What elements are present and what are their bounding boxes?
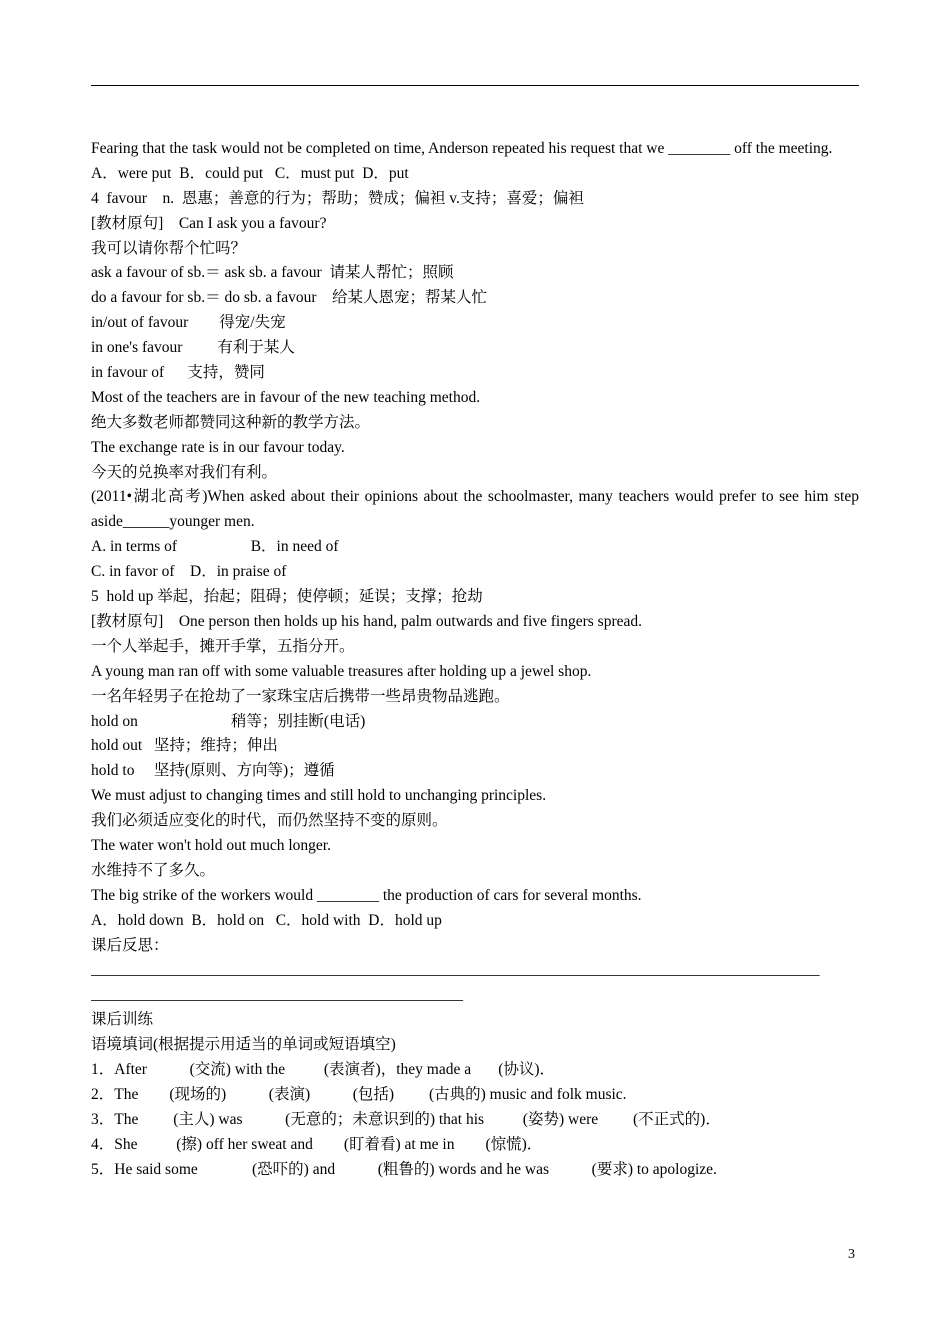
- textbook-sentence: [教材原句] Can I ask you a favour?: [91, 214, 327, 232]
- fill-blank-item: 5．He said some (恐吓的) and (粗鲁的) words and he was (要求) to apologize.: [91, 1160, 717, 1178]
- section-instructions: 语境填词(根据提示用适当的单词或短语填空): [91, 1036, 396, 1054]
- phrase-item: in/out of favour 得宠/失宠: [91, 314, 286, 332]
- translation: 今天的兑换率对我们有利。: [91, 463, 278, 481]
- section-heading: 课后训练: [91, 1011, 154, 1029]
- fill-blank-item: 3．The (主人) was (无意的；未意识到的) that his (姿势) were (不正式的)．: [91, 1110, 721, 1128]
- reflection-heading: 课后反思：: [91, 936, 169, 954]
- reflection-blank-line: ________________________________________________: [91, 986, 463, 1004]
- translation: 水维持不了多久。: [91, 861, 216, 879]
- translation: 一名年轻男子在抢劫了一家珠宝店后携带一些昂贵物品逃跑。: [91, 687, 510, 705]
- phrase-item: hold out 坚持；维持；伸出: [91, 737, 278, 755]
- phrase-item: hold to 坚持(原则、方向等)；遵循: [91, 762, 335, 780]
- page-number: 3: [848, 1247, 855, 1262]
- example-sentence: Most of the teachers are in favour of the new teaching method.: [91, 388, 481, 406]
- reflection-blank-line: ______________________________________________________________________________________________: [91, 961, 820, 979]
- answer-options: A．were put B．could put C．must put D．put: [91, 164, 409, 182]
- document-body: [91, 137, 859, 1182]
- exercise-question: The big strike of the workers would ________ the production of cars for several months.: [91, 886, 642, 904]
- fill-blank-item: 1．After (交流) with the (表演者)，they made a (协议)．: [91, 1061, 556, 1078]
- translation: 绝大多数老师都赞同这种新的教学方法。: [91, 413, 371, 431]
- phrase-item: do a favour for sb.＝ do sb. a favour 给某人恩宠；帮某人忙: [91, 289, 488, 307]
- textbook-sentence: [教材原句] One person then holds up his hand, palm outwards and five fingers spread.: [91, 612, 642, 630]
- answer-options: A．hold down B．hold on C．hold with D．hold up: [91, 911, 442, 929]
- phrase-item: in favour of 支持，赞同: [91, 364, 265, 382]
- translation: 一个人举起手，摊开手掌，五指分开。: [91, 637, 355, 655]
- example-sentence: A young man ran off with some valuable treasures after holding up a jewel shop.: [91, 662, 592, 680]
- example-sentence: The water won't hold out much longer.: [91, 836, 331, 854]
- example-sentence: The exchange rate is in our favour today.: [91, 438, 345, 456]
- answer-options: C. in favor of D．in praise of: [91, 563, 287, 581]
- fill-blank-item: 4．She (擦) off her sweat and (盯着看) at me in (惊慌)．: [91, 1135, 543, 1153]
- header-rule: [91, 85, 859, 86]
- exercise-question: Fearing that the task would not be completed on time, Anderson repeated his request that we ________ off the meeting.: [91, 140, 833, 157]
- phrase-item: hold on 稍等；别挂断(电话): [91, 712, 366, 730]
- exam-question: (2011•湖北高考)When asked about their opinions about the schoolmaster, many teachers would prefer to see him step aside______younger men.: [91, 488, 859, 531]
- answer-options: A. in terms of B．in need of: [91, 538, 339, 556]
- translation: 我们必须适应变化的时代，而仍然坚持不变的原则。: [91, 812, 448, 830]
- phrase-item: in one's favour 有利于某人: [91, 339, 295, 357]
- vocab-heading-favour: 4 favour n. 恩惠；善意的行为；帮助；赞成；偏袒 v.支持；喜爱；偏袒: [91, 189, 584, 207]
- example-sentence: We must adjust to changing times and still hold to unchanging principles.: [91, 787, 547, 805]
- phrase-item: ask a favour of sb.＝ ask sb. a favour 请某人帮忙；照顾: [91, 264, 454, 282]
- fill-blank-item: 2．The (现场的) (表演) (包括) (古典的) music and folk music.: [91, 1085, 627, 1103]
- translation: 我可以请你帮个忙吗？: [91, 239, 247, 257]
- vocab-heading-hold-up: 5 hold up 举起，抬起；阻碍；使停顿；延误；支撑；抢劫: [91, 588, 483, 606]
